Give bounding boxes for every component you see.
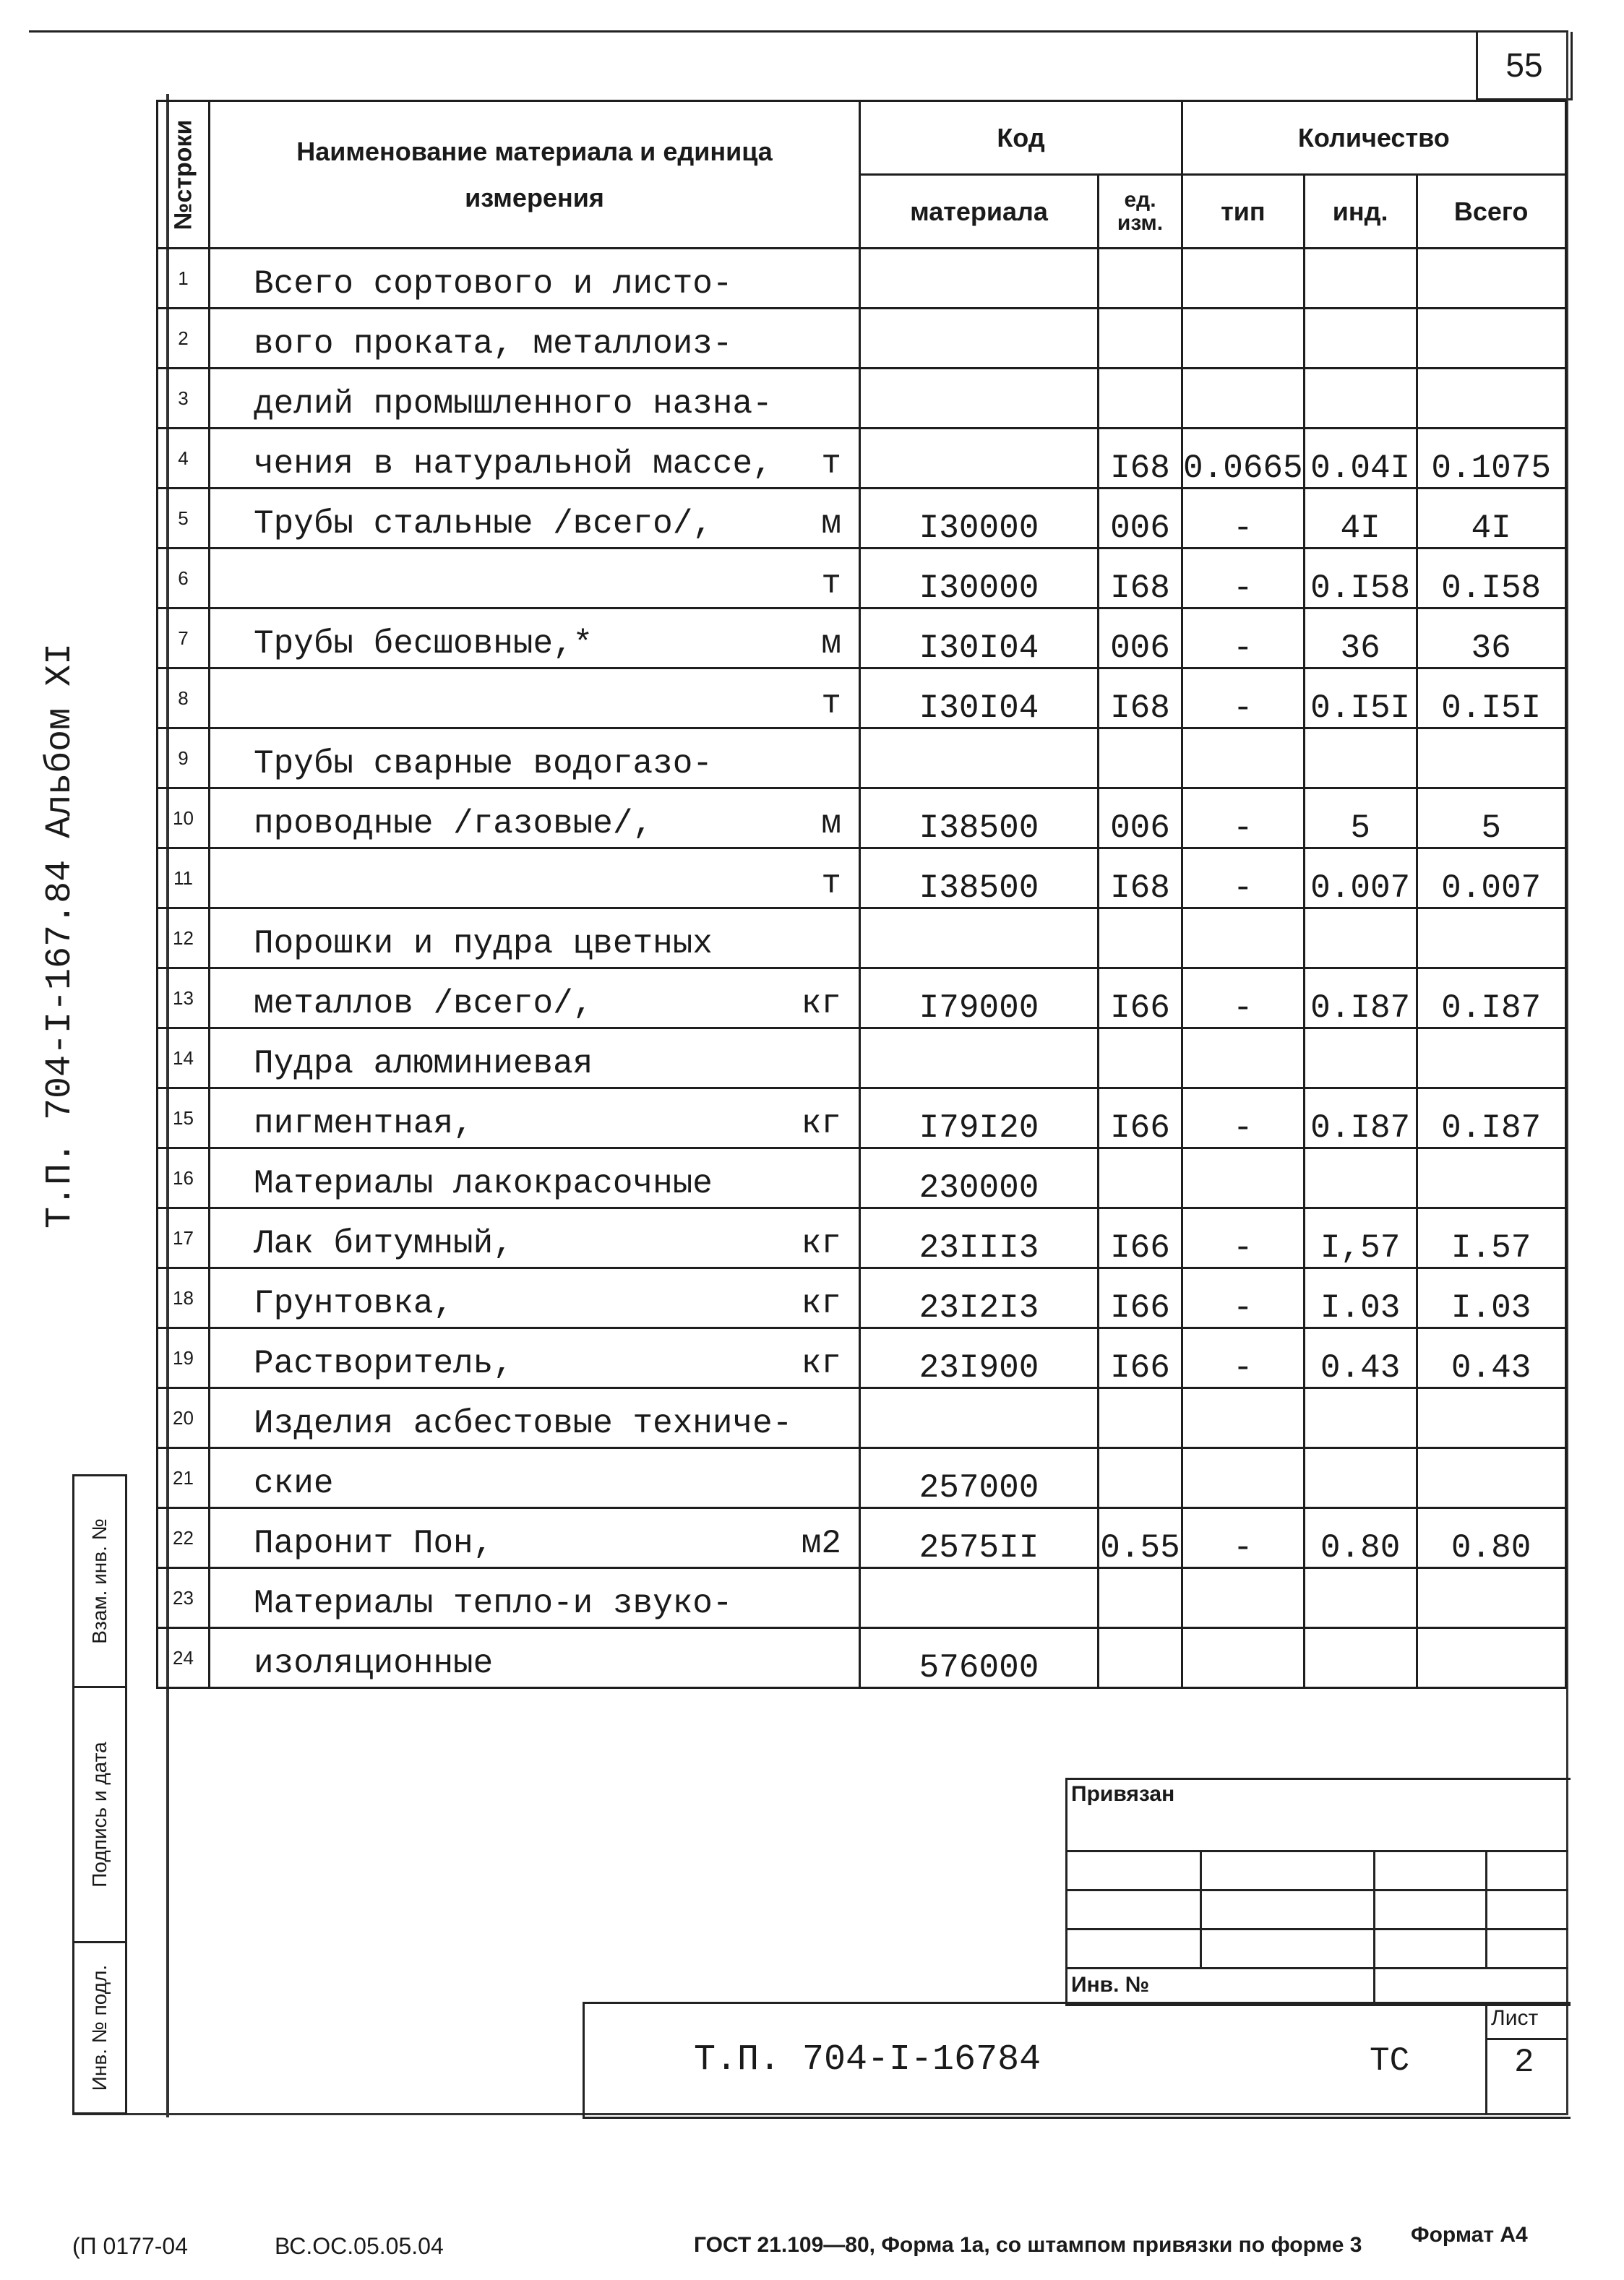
material-code: I79I20 [860, 1088, 1099, 1148]
unit-code: 006 [1099, 489, 1182, 549]
material-code: I30I04 [860, 608, 1099, 668]
qty-total [1417, 1628, 1565, 1688]
qty-type: - [1182, 1268, 1305, 1328]
qty-total: 5 [1417, 788, 1565, 848]
title-block-divider [1485, 2002, 1487, 2115]
material-code: 257000 [860, 1448, 1099, 1508]
material-name: чения в натуральной массе, [254, 445, 773, 483]
qty-total [1417, 309, 1565, 369]
table-row [158, 908, 1566, 968]
material-name: металлов /всего/, [254, 985, 593, 1023]
header-name: Наименование материала и единица измерения [210, 101, 860, 249]
qty-individual: 4I [1304, 489, 1417, 549]
qty-type: 0.0665 [1182, 429, 1305, 489]
material-code [860, 728, 1099, 788]
binding-label: Привязан [1071, 1782, 1175, 1806]
unit-code: I66 [1099, 968, 1182, 1028]
material-name-cell [210, 1508, 860, 1568]
title-block-sheet-number: 2 [1514, 2044, 1534, 2081]
qty-type [1182, 1568, 1305, 1628]
material-code: I79000 [860, 968, 1099, 1028]
qty-total: 0.I87 [1417, 968, 1565, 1028]
row-number: 24 [158, 1628, 210, 1688]
title-block-divider [1487, 2038, 1567, 2040]
material-name-cell [210, 369, 860, 429]
qty-individual: 0.80 [1304, 1508, 1417, 1568]
unit-code: I68 [1099, 429, 1182, 489]
qty-individual: 0.007 [1304, 848, 1417, 908]
qty-total: 4I [1417, 489, 1565, 549]
table-row [158, 429, 1566, 489]
row-number: 7 [158, 608, 210, 668]
material-unit: т [821, 565, 841, 603]
title-block-doc-code: ТС [1370, 2042, 1410, 2080]
table-row [158, 1568, 1566, 1628]
binding-divider [1200, 1850, 1202, 1967]
row-number: 19 [158, 1328, 210, 1388]
unit-code: I68 [1099, 549, 1182, 608]
qty-individual [1304, 1568, 1417, 1628]
unit-code [1099, 1028, 1182, 1088]
material-name: Материалы лакокрасочные [254, 1165, 713, 1203]
qty-individual [1304, 249, 1417, 309]
qty-total [1417, 1388, 1565, 1448]
row-number: 18 [158, 1268, 210, 1328]
material-code [860, 429, 1099, 489]
material-code [860, 369, 1099, 429]
qty-type [1182, 1388, 1305, 1448]
binding-rule [1065, 1850, 1568, 1852]
material-name: ские [254, 1465, 334, 1502]
side-stamp-signature-date: Подпись и дата [74, 1688, 125, 1943]
row-number: 2 [158, 309, 210, 369]
material-name-cell [210, 309, 860, 369]
row-number: 16 [158, 1148, 210, 1208]
binding-stamp [1065, 1778, 1571, 2006]
material-unit: т [821, 685, 841, 723]
material-unit: м [821, 505, 841, 543]
material-name: Лак битумный, [254, 1225, 513, 1262]
qty-type: - [1182, 668, 1305, 728]
table-row [158, 1208, 1566, 1268]
row-number: 8 [158, 668, 210, 728]
qty-total: 0.I58 [1417, 549, 1565, 608]
material-unit: кг [801, 985, 841, 1023]
material-name: Всего сортового и листо- [254, 265, 733, 303]
material-code: I38500 [860, 848, 1099, 908]
material-name-cell [210, 549, 860, 608]
table-row [158, 1028, 1566, 1088]
material-code [860, 908, 1099, 968]
row-number: 6 [158, 549, 210, 608]
qty-total [1417, 1568, 1565, 1628]
material-name: Трубы стальные /всего/, [254, 505, 713, 543]
qty-type: - [1182, 1208, 1305, 1268]
material-code: I30I04 [860, 668, 1099, 728]
table-row [158, 728, 1566, 788]
material-unit: т [821, 445, 841, 483]
qty-total: 0.007 [1417, 848, 1565, 908]
material-unit: м [821, 805, 841, 843]
unit-code [1099, 1448, 1182, 1508]
table-row [158, 1508, 1566, 1568]
qty-individual [1304, 1448, 1417, 1508]
row-number: 3 [158, 369, 210, 429]
qty-total [1417, 1448, 1565, 1508]
qty-type: - [1182, 608, 1305, 668]
qty-type [1182, 309, 1305, 369]
material-name-cell [210, 968, 860, 1028]
qty-type: - [1182, 489, 1305, 549]
row-number: 20 [158, 1388, 210, 1448]
material-name-cell [210, 1328, 860, 1388]
qty-type: - [1182, 968, 1305, 1028]
qty-individual [1304, 1028, 1417, 1088]
material-name: Растворитель, [254, 1345, 513, 1382]
table-row [158, 788, 1566, 848]
material-name-cell [210, 848, 860, 908]
qty-total [1417, 249, 1565, 309]
material-name-cell [210, 1088, 860, 1148]
unit-code [1099, 249, 1182, 309]
qty-type: - [1182, 1328, 1305, 1388]
side-stamp [72, 1474, 127, 2115]
qty-total [1417, 908, 1565, 968]
material-name-cell [210, 1028, 860, 1088]
qty-total: 0.1075 [1417, 429, 1565, 489]
unit-code [1099, 908, 1182, 968]
row-number: 5 [158, 489, 210, 549]
footer-middle: ВС.ОС.05.05.04 [275, 2233, 444, 2259]
table-row [158, 249, 1566, 309]
qty-individual [1304, 369, 1417, 429]
unit-code [1099, 309, 1182, 369]
material-name-cell [210, 668, 860, 728]
material-code: 230000 [860, 1148, 1099, 1208]
material-name: Трубы бесшовные,* [254, 625, 593, 663]
footer-left: (П 0177-04 [72, 2233, 188, 2259]
qty-type [1182, 1448, 1305, 1508]
title-block-document: Т.П. 704-I-16784 [694, 2039, 1041, 2081]
material-name: Паронит Пон, [254, 1525, 494, 1562]
qty-individual: I,57 [1304, 1208, 1417, 1268]
material-name: Изделия асбестовые техниче- [254, 1405, 793, 1442]
side-title: Т.П. 704-I-167.84 Альбом XI [40, 642, 81, 1229]
material-name: Пудра алюминиевая [254, 1045, 593, 1083]
qty-individual: 0.04I [1304, 429, 1417, 489]
header-row-no: №строки [158, 101, 210, 249]
unit-code [1099, 369, 1182, 429]
binding-rule [1065, 1928, 1568, 1930]
page-number [1476, 32, 1573, 100]
material-name-cell [210, 1268, 860, 1328]
frame-top-line [29, 30, 1568, 33]
qty-individual: 36 [1304, 608, 1417, 668]
material-code [860, 1028, 1099, 1088]
material-unit: т [821, 865, 841, 903]
format-label: Формат А4 [1411, 2223, 1528, 2247]
material-name-cell [210, 1568, 860, 1628]
table-row [158, 1388, 1566, 1448]
material-name-cell [210, 608, 860, 668]
material-code: 23I2I3 [860, 1268, 1099, 1328]
material-code: 23I900 [860, 1328, 1099, 1388]
qty-individual: 0.I58 [1304, 549, 1417, 608]
material-name-cell [210, 249, 860, 309]
material-code [860, 1388, 1099, 1448]
material-name: Трубы сварные водогазо- [254, 745, 713, 783]
material-name-cell [210, 1388, 860, 1448]
qty-total [1417, 1028, 1565, 1088]
row-number: 11 [158, 848, 210, 908]
row-number: 10 [158, 788, 210, 848]
binding-rule [1065, 1889, 1568, 1891]
table-row [158, 1148, 1566, 1208]
binding-divider [1485, 1850, 1487, 1967]
unit-code: 006 [1099, 608, 1182, 668]
material-name-cell [210, 728, 860, 788]
material-unit: м2 [801, 1525, 841, 1562]
table-row [158, 369, 1566, 429]
header-unit: ед. изм. [1099, 175, 1182, 249]
material-name: проводные /газовые/, [254, 805, 653, 843]
row-number: 17 [158, 1208, 210, 1268]
unit-code: 006 [1099, 788, 1182, 848]
qty-total: I.57 [1417, 1208, 1565, 1268]
material-code: 2575II [860, 1508, 1099, 1568]
qty-type [1182, 1028, 1305, 1088]
material-unit: кг [801, 1345, 841, 1382]
qty-total: I.03 [1417, 1268, 1565, 1328]
side-stamp-replace-inv: Взам. инв. № [74, 1476, 125, 1688]
row-number: 4 [158, 429, 210, 489]
page-number-text: 55 [1505, 46, 1543, 84]
qty-total: 0.I87 [1417, 1088, 1565, 1148]
row-number: 22 [158, 1508, 210, 1568]
qty-type: - [1182, 1088, 1305, 1148]
table-row [158, 1268, 1566, 1328]
qty-individual: 5 [1304, 788, 1417, 848]
header-code: Код [860, 101, 1182, 175]
qty-type [1182, 908, 1305, 968]
unit-code: 0.55 [1099, 1508, 1182, 1568]
table-row [158, 968, 1566, 1028]
unit-code: I66 [1099, 1208, 1182, 1268]
qty-type [1182, 249, 1305, 309]
unit-code [1099, 1628, 1182, 1688]
table-row [158, 608, 1566, 668]
qty-type: - [1182, 788, 1305, 848]
side-stamp-inv-orig: Инв. № подл. [88, 1964, 111, 2091]
table-row [158, 848, 1566, 908]
qty-type: - [1182, 1508, 1305, 1568]
material-unit: кг [801, 1105, 841, 1143]
header-code-material: материала [860, 175, 1099, 249]
qty-total: 0.80 [1417, 1508, 1565, 1568]
materials-table [156, 100, 1567, 1689]
material-unit: кг [801, 1225, 841, 1262]
unit-code: I66 [1099, 1088, 1182, 1148]
header-individual: инд. [1304, 175, 1417, 249]
qty-type: - [1182, 848, 1305, 908]
material-code [860, 309, 1099, 369]
unit-code [1099, 1568, 1182, 1628]
qty-type [1182, 1148, 1305, 1208]
material-code: 23III3 [860, 1208, 1099, 1268]
table-row [158, 489, 1566, 549]
unit-code [1099, 1388, 1182, 1448]
qty-type: - [1182, 549, 1305, 608]
material-code [860, 249, 1099, 309]
row-number: 23 [158, 1568, 210, 1628]
title-block-sheet-label: Лист [1491, 2006, 1539, 2030]
material-code: 576000 [860, 1628, 1099, 1688]
table-row [158, 1088, 1566, 1148]
qty-individual: 0.I87 [1304, 968, 1417, 1028]
header-type: тип [1182, 175, 1305, 249]
table-row [158, 1448, 1566, 1508]
row-number: 1 [158, 249, 210, 309]
qty-individual: I.03 [1304, 1268, 1417, 1328]
material-name-cell [210, 1148, 860, 1208]
table-row [158, 549, 1566, 608]
material-name: вого проката, металлоиз- [254, 325, 733, 363]
material-name: делий промышленного назна- [254, 385, 773, 423]
material-name-cell [210, 1208, 860, 1268]
qty-individual: 0.I87 [1304, 1088, 1417, 1148]
row-number: 21 [158, 1448, 210, 1508]
material-name-cell [210, 1448, 860, 1508]
table-row [158, 1328, 1566, 1388]
qty-total: 36 [1417, 608, 1565, 668]
unit-code: I66 [1099, 1328, 1182, 1388]
material-unit: кг [801, 1285, 841, 1322]
material-name-cell [210, 788, 860, 848]
qty-total [1417, 1148, 1565, 1208]
material-name: Грунтовка, [254, 1285, 454, 1322]
material-code [860, 1568, 1099, 1628]
unit-code [1099, 728, 1182, 788]
qty-individual [1304, 309, 1417, 369]
qty-total: 0.I5I [1417, 668, 1565, 728]
row-number: 15 [158, 1088, 210, 1148]
qty-individual [1304, 1628, 1417, 1688]
qty-type [1182, 369, 1305, 429]
unit-code [1099, 1148, 1182, 1208]
material-unit: м [821, 625, 841, 663]
unit-code: I66 [1099, 1268, 1182, 1328]
table-row [158, 1628, 1566, 1688]
material-name-cell [210, 429, 860, 489]
qty-individual [1304, 1388, 1417, 1448]
qty-individual [1304, 908, 1417, 968]
material-name: пигментная, [254, 1105, 473, 1143]
row-number: 13 [158, 968, 210, 1028]
row-number: 14 [158, 1028, 210, 1088]
binding-rule [1065, 1967, 1568, 1969]
binding-inv-label: Инв. № [1071, 1973, 1150, 1997]
material-name: изоляционные [254, 1645, 494, 1682]
qty-individual: 0.43 [1304, 1328, 1417, 1388]
qty-individual [1304, 728, 1417, 788]
table-row [158, 309, 1566, 369]
material-name: Порошки и пудра цветных [254, 925, 713, 963]
qty-total: 0.43 [1417, 1328, 1565, 1388]
binding-divider [1373, 1850, 1375, 2002]
material-code: I30000 [860, 549, 1099, 608]
table-row [158, 668, 1566, 728]
material-code: I38500 [860, 788, 1099, 848]
row-number: 12 [158, 908, 210, 968]
material-name-cell [210, 1628, 860, 1688]
material-name-cell [210, 489, 860, 549]
header-total: Всего [1417, 175, 1565, 249]
qty-individual: 0.I5I [1304, 668, 1417, 728]
unit-code: I68 [1099, 668, 1182, 728]
header-quantity: Количество [1182, 101, 1566, 175]
qty-type [1182, 1628, 1305, 1688]
unit-code: I68 [1099, 848, 1182, 908]
qty-type [1182, 728, 1305, 788]
material-name: Материалы тепло-и звуко- [254, 1585, 733, 1622]
qty-total [1417, 728, 1565, 788]
material-name-cell [210, 908, 860, 968]
qty-total [1417, 369, 1565, 429]
qty-individual [1304, 1148, 1417, 1208]
material-code: I30000 [860, 489, 1099, 549]
footer-standard: ГОСТ 21.109—80, Форма 1а, со штампом привязки по форме 3 [694, 2233, 1362, 2257]
row-number: 9 [158, 728, 210, 788]
